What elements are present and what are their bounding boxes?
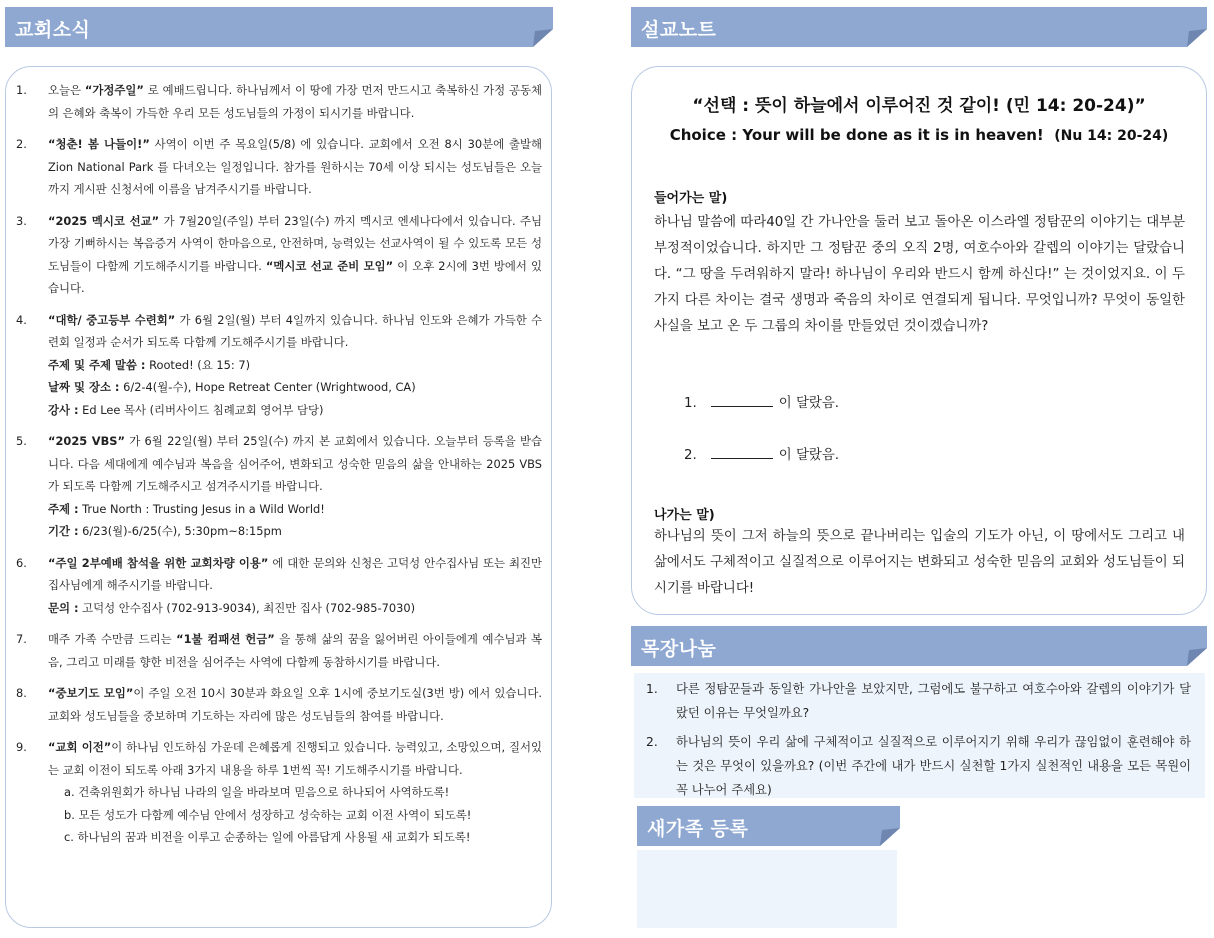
blank-line-2-text: 이 달랐음. (778, 448, 840, 463)
sermon-title-english (632, 126, 1206, 144)
share-item-num: 2. (646, 735, 658, 749)
news-item-subpoint: a. 건축위원회가 하나님 나라의 일을 바라보며 믿음으로 하나되어 사역하도록! (64, 785, 450, 799)
news-item (16, 430, 542, 543)
blank-line-1-num: 1. (684, 396, 697, 411)
news-item (16, 210, 542, 300)
share-box (634, 673, 1205, 798)
news-item-detail-value: Ed Lee 목사 (리버사이드 침례교회 영어부 담당) (78, 402, 324, 417)
sermon-title-korean: “선택 : 뜻이 하늘에서 이루어진 것 같이! (민 14: 20-24)” (692, 96, 1146, 116)
news-item-highlight: “멕시코 선교 준비 모임” (265, 258, 394, 273)
news-item-segment: 매주 가족 수만큼 드리는 (48, 632, 177, 646)
news-item-num: 5. (16, 434, 27, 448)
news-item (16, 309, 542, 422)
news-item (16, 628, 542, 673)
news-item-segment: 이 주일 오전 10시 30분과 화요일 오후 1시에 중보기도실(3번 방) 에서 있습니다. 교회와 성도님들을 중보하며 기도하는 자리에 많은 성도님들의 참여를 바랍니다. (48, 686, 542, 723)
news-item-highlight: “가정주일” (84, 83, 144, 97)
news-item (16, 736, 542, 849)
sermon-box (631, 66, 1207, 615)
news-banner (5, 7, 553, 47)
intro-body: 하나님 말씀에 따라40일 간 가나안을 둘러 보고 돌아온 이스라엘 정탐꾼의 이야기는 대부분 부정적이었습니다. 하지만 그 정탐꾼 중의 오직 2명, 여호수아와 갈렙의 이야기는 달랐습니다. “그 땅을 두려워하지 말라! 하나님이 우리와 반드시 함께 하신다!” 는 것이었지요. 이 두가지 다른 차이는 결국 생명과 죽음의 차이로 연결되게 됩니다. 무엇입니까? 무엇이 동일한 사실을 보고 온 두 그룹의 차이를 만들었던 것이겠습니까? (654, 215, 1185, 334)
news-item-text (48, 632, 542, 669)
news-item-num: 2. (16, 137, 27, 151)
sermon-banner (631, 7, 1207, 47)
news-item-highlight: “주일 2부예배 참석을 위한 교회차량 이용” (48, 555, 269, 570)
news-item-segment: 가 6월 22일(월) 부터 25일(수) 까지 본 교회에서 있습니다. 오늘부터 등록을 받습니다. 다음 세대에게 예수님과 복음을 심어주어, 변화되고 성숙한 믿음의 삶을 안내하는 2025 VBS 가 되도록 다함께 기도해주시고 섬겨주시기를 바랍니다. (48, 434, 542, 493)
news-item-num: 4. (16, 312, 27, 327)
news-item-detail-value: 고덕성 안수집사 (702-913-9034), 최진만 집사 (702-985-7030) (78, 600, 416, 615)
news-item-segment: 로 예배드립니다. 하나님께서 이 땅에 가장 먼저 만드시고 축복하신 가정 공동체의 은혜와 축복이 가득한 우리 모든 성도님들의 가정이 되시기를 바랍니다. (48, 83, 542, 120)
news-item-detail-label: 주제 및 주제 말씀 : (48, 357, 146, 372)
share-item (646, 730, 1191, 802)
news-item-text (48, 313, 542, 350)
news-item-text (48, 686, 542, 723)
news-item (16, 133, 542, 201)
share-item-text: 다른 정탐꾼들과 동일한 가나안을 보았지만, 그럼에도 불구하고 여호수아와 갈렙의 이야기가 달랐던 이유는 무엇일까요? (676, 682, 1191, 720)
blank-line-2-underline (711, 447, 773, 459)
news-item-detail (48, 399, 542, 422)
news-item-subpoint: c. 하나님의 꿈과 비전을 이루고 순종하는 일에 아름답게 사용될 새 교회가 되도록! (64, 830, 471, 844)
news-item-segment: 이 오후 2시에 3번 방에서 있습니다. (48, 258, 542, 295)
share-banner (631, 626, 1207, 666)
news-item-detail-value: True North : Trusting Jesus in a Wild World! (78, 501, 325, 516)
share-item (646, 677, 1191, 725)
news-item-highlight: “2025 VBS” (48, 434, 125, 448)
news-item-detail (48, 520, 542, 543)
news-item (16, 682, 542, 727)
news-item-num: 3. (16, 213, 27, 228)
news-item-highlight: “청춘! 봄 나들이!” (48, 137, 150, 151)
sermon-title: 설교노트 (641, 19, 717, 41)
news-item-detail-value: Rooted! (요 15: 7) (145, 357, 251, 372)
news-item-segment: 오늘은 (48, 83, 85, 97)
news-title: 교회소식 (15, 19, 91, 41)
outro-heading: 나가는 말) (654, 508, 715, 523)
sermon-banner-shape (631, 7, 1207, 47)
news-item-highlight: “대학/ 중고등부 수련회” (48, 312, 176, 327)
news-item-detail-value: 6/23(월)-6/25(수), 5:30pm~8:15pm (78, 524, 282, 538)
news-item-segment: 사역이 이번 주 목요일(5/8) 에 있습니다. 교회에서 오전 8시 30분에 출발해 Zion National Park 를 다녀오는 일정입니다. 참가를 원하시는 70세 이상 되시는 성도님들은 오늘까지 게시판 신청서에 이름을 남겨주시기를 바랍니다. (48, 137, 542, 196)
outro-body: 하나님의 뜻이 그저 하늘의 뜻으로 끝나버리는 입술의 기도가 아닌, 이 땅에서도 그리고 내 삶에서도 구체적이고 실질적으로 이루어지는 변화되고 성숙한 믿음의 교회와 성도님들이 되시기를 바랍니다! (654, 529, 1185, 596)
news-item-segment: 가 7월20일(주일) 부터 23일(수) 까지 멕시코 엔세나다에서 있습니다. 주님 가장 기뻐하시는 복음증거 사역이 한마음으로, 안전하며, 능력있는 선교사역이 될 수 있도록 모든 성도님들이 다함께 기도해주시기를 바랍니다. (48, 213, 542, 273)
news-item-num: 9. (16, 740, 27, 754)
intro-heading: 들어가는 말) (654, 191, 728, 206)
news-item-highlight: “중보기도 모임” (48, 686, 134, 700)
news-item-detail (48, 376, 542, 399)
share-item-text: 하나님의 뜻이 우리 삶에 구체적이고 실질적으로 이루어지기 위해 우리가 끊임없이 훈련해야 하는 것은 무엇이 있을까요? (이번 주간에 내가 반드시 실천할 1가지 실천적인 내용을 모든 목원이 꼭 나누어 주세요) (676, 735, 1191, 797)
news-item-highlight: “1불 컴패션 헌금” (176, 632, 275, 646)
news-box (5, 66, 552, 928)
news-item-detail (48, 354, 542, 377)
news-item-highlight: “2025 멕시코 선교” (48, 213, 160, 228)
blank-line-2-num: 2. (684, 448, 697, 463)
sermon-title-english-ref: (Nu 14: 20-24) (1054, 128, 1169, 144)
registration-box (637, 850, 897, 928)
blank-line-1 (684, 392, 839, 411)
blank-line-1-underline (711, 395, 773, 407)
news-item-text (48, 214, 542, 296)
news-item-segment: 이 하나님 인도하심 가운데 은혜롭게 진행되고 있습니다. 능력있고, 소망있으며, 질서있는 교회 이전이 되도록 아래 3가지 내용을 하루 1번씩 꼭! 기도해주시기를 바랍니다. (48, 740, 542, 777)
news-item-subpoint: b. 모든 성도가 다함께 예수님 안에서 성장하고 성숙하는 교회 이전 사역이 되도록! (64, 807, 472, 822)
news-item-num: 7. (16, 632, 27, 646)
news-list (16, 79, 542, 858)
news-item-text (48, 556, 542, 593)
blank-line-2 (684, 444, 839, 463)
registration-banner (637, 806, 900, 846)
news-item-detail-label: 주제 : (48, 501, 79, 516)
news-item-detail-value: 6/2-4(월-수), Hope Retreat Center (Wrightwood, CA) (119, 380, 416, 394)
news-item-num: 8. (16, 686, 27, 700)
news-item-num: 6. (16, 555, 27, 570)
blank-line-1-text: 이 달랐음. (778, 396, 840, 411)
sermon-title-english-text: Choice : Your will be done as it is in heaven! (669, 126, 1044, 144)
share-banner-shape (631, 626, 1207, 666)
share-list (646, 677, 1191, 807)
news-item-segment: 에 대한 문의와 신청은 고덕성 안수집사님 또는 최진만 집사님에게 해주시기를 바랍니다. (48, 555, 542, 592)
news-item-detail (48, 597, 542, 620)
news-item-detail-label: 강사 : (48, 402, 79, 417)
news-item (16, 79, 542, 124)
news-item (16, 552, 542, 620)
news-item-detail-label: 날짜 및 장소 : (48, 380, 120, 394)
news-item-text (48, 83, 542, 120)
news-item-detail (48, 498, 542, 521)
news-item-text (48, 434, 542, 493)
news-item-highlight: “교회 이전” (48, 740, 112, 754)
news-item-detail-label: 기간 : (48, 524, 79, 538)
news-item-segment: 을 통해 삶의 꿈을 잃어버린 아이들에게 예수님과 복음, 그리고 미래를 향한 비전을 심어주는 사역에 다함께 동참하시기를 바랍니다. (48, 632, 542, 669)
share-item-num: 1. (646, 682, 658, 696)
registration-title: 새가족 등록 (647, 818, 749, 840)
news-item-segment: 가 6월 2일(월) 부터 4일까지 있습니다. 하나님 인도와 은혜가 가득한 수련회 일정과 순서가 되도록 다함께 기도해주시기를 바랍니다. (48, 312, 542, 349)
news-item-text (48, 137, 542, 196)
news-item-num: 1. (16, 83, 27, 97)
news-item-detail-label: 문의 : (48, 600, 79, 615)
news-item-text (48, 740, 542, 777)
share-title: 목장나눔 (641, 638, 717, 660)
